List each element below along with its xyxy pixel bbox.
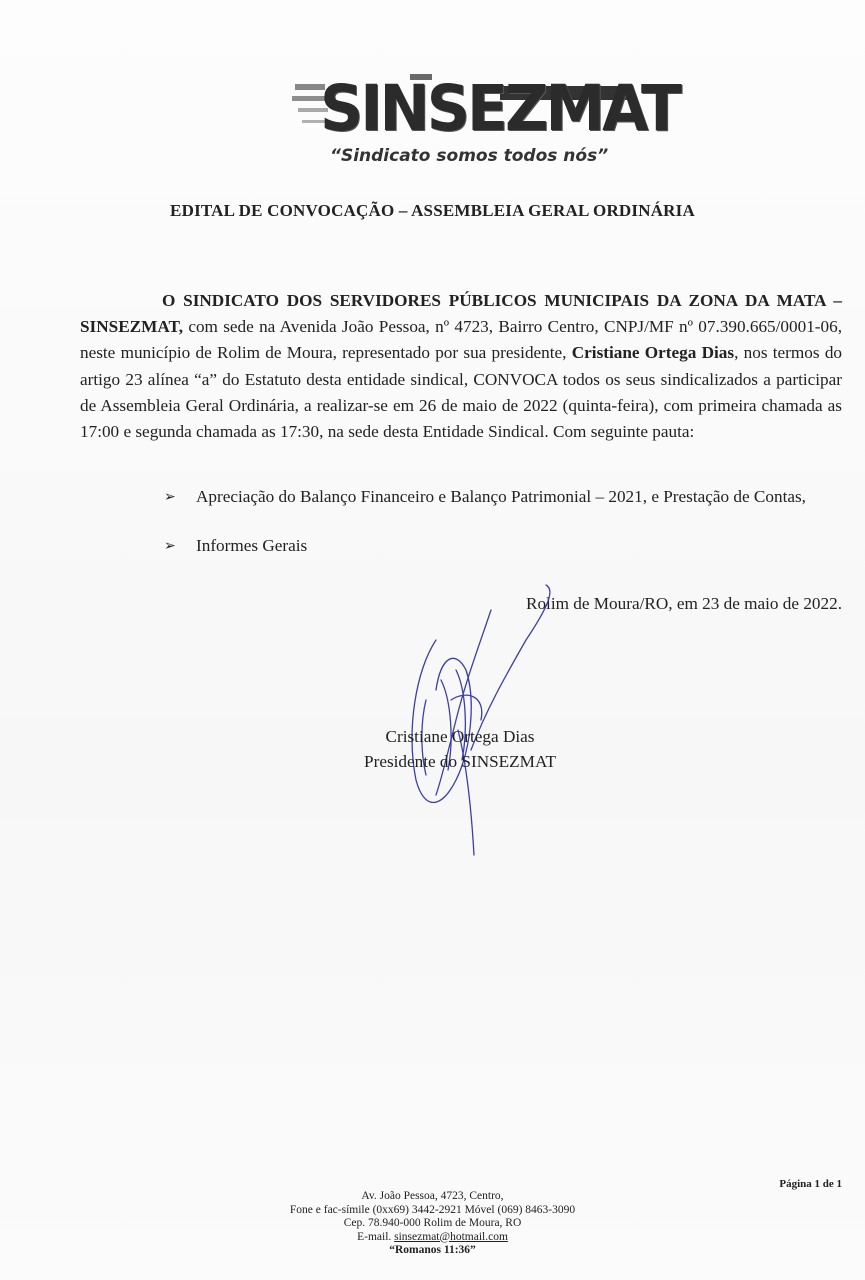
agenda-list <box>164 484 842 559</box>
logo-wordmark: SINSEZMAT <box>320 72 679 146</box>
footer-phones: Fone e fac-símile (0xx69) 3442-2921 Móvel (069) 8463-3090 <box>289 1203 576 1216</box>
signer-name: Cristiane Ortega Dias <box>385 727 535 746</box>
agenda-item-text: Apreciação do Balanço Financeiro e Balanço Patrimonial – 2021, e Prestação de Contas, <box>196 487 806 506</box>
logo-slogan: “Sindicato somos todos nós” <box>330 146 609 166</box>
footer-address: Av. João Pessoa, 4723, Centro, <box>361 1190 504 1202</box>
signer-role: Presidente do SINSEZMAT <box>364 752 556 771</box>
agenda-item-text: Informes Gerais <box>196 536 308 556</box>
page-number: Página 1 de 1 <box>779 1178 842 1190</box>
document-title: EDITAL DE CONVOCAÇÃO – ASSEMBLEIA GERAL ORDINÁRIA <box>170 201 695 220</box>
footer-email-line <box>0 1231 865 1245</box>
agenda-item <box>164 484 842 510</box>
entity-name: O SINDICATO DOS SERVIDORES PÚBLICOS MUNICIPAIS DA ZONA DA MATA – SINSEZMAT, <box>80 291 842 337</box>
body-text-1: com sede na Avenida João Pessoa, nº 4723, Bairro Centro, CNPJ/MF nº 07.390.665/0001-06, neste município de Rolim de Moura, representado por sua presidente, <box>80 317 842 363</box>
sinsezmat-logo <box>290 66 679 176</box>
arrow-bullet-icon: ➢ <box>164 489 176 505</box>
footer-email-label: E-mail. <box>357 1230 395 1243</box>
president-name: Cristiane Ortega Dias <box>571 343 735 363</box>
body-text-2: , nos termos do artigo 23 alínea “a” do Estatuto desta entidade sindical, CONVOCA todos os seus sindicalizados a participar de Assembleia Geral Ordinária, a realizar-se em 26 de maio de 2022 (quinta-feira), com primeira chamada as 17:00 e segunda chamada as 17:30, na sede desta Entidade Sindical. Com seguinte pauta: <box>80 343 843 442</box>
agenda-item <box>164 533 842 559</box>
convocation-paragraph <box>80 288 842 445</box>
handwritten-signature-icon <box>396 580 566 860</box>
footer-contact <box>0 1190 865 1258</box>
footer-cep: Cep. 78.940-000 Rolim de Moura, RO <box>343 1217 522 1229</box>
footer-verse: “Romanos 11:36” <box>389 1244 476 1256</box>
arrow-bullet-icon: ➢ <box>164 538 176 555</box>
footer-email-link[interactable]: sinsezmat@hotmail.com <box>394 1230 508 1243</box>
date-location-line: Rolim de Moura/RO, em 23 de maio de 2022. <box>525 594 842 613</box>
